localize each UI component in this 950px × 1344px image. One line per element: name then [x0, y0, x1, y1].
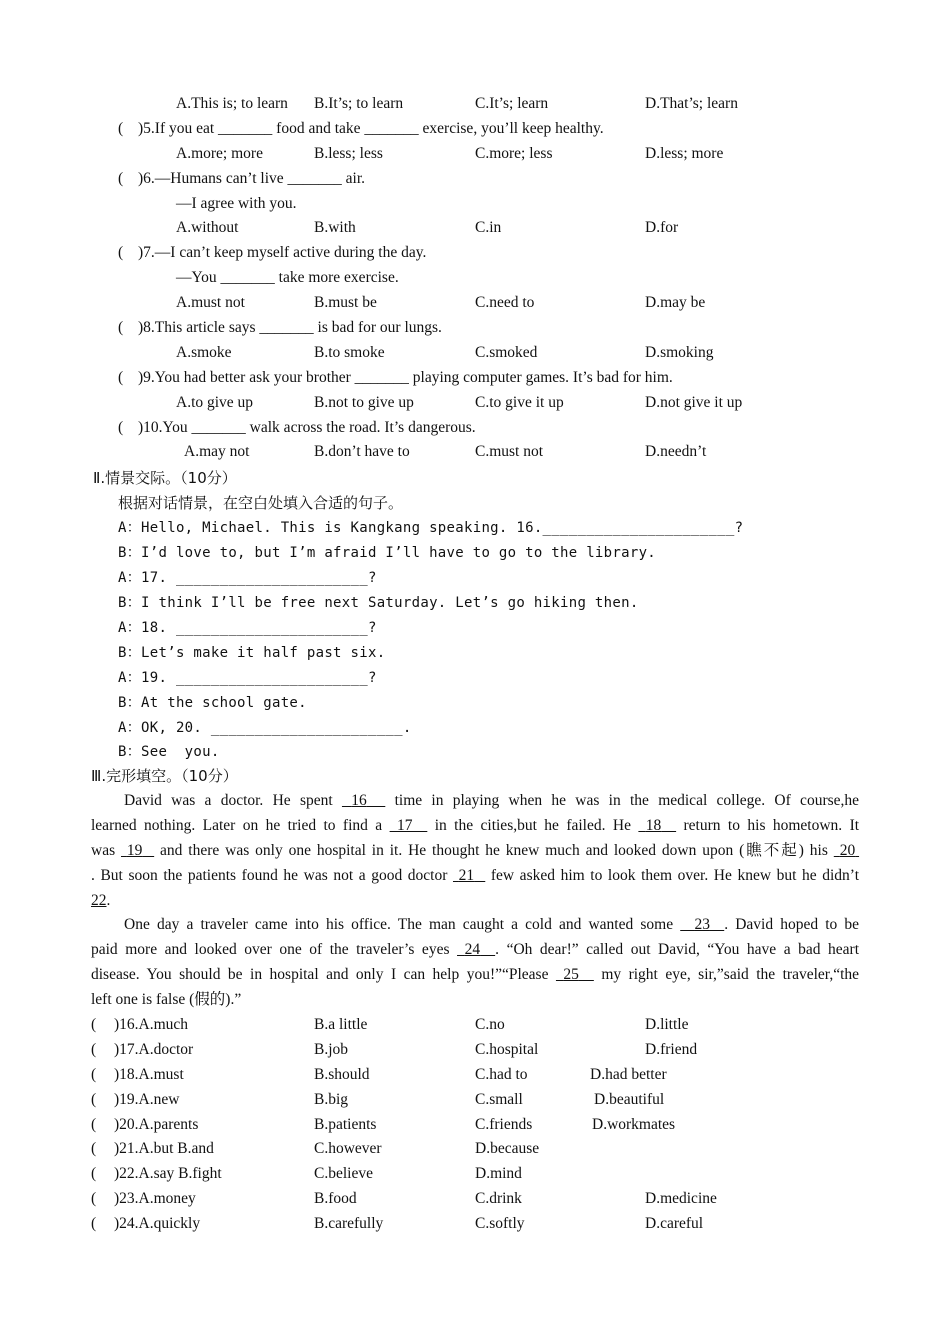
q8-option-c: C.smoked — [475, 344, 538, 361]
cq21-d: D.because — [475, 1140, 540, 1157]
cloze-p2-line-3: disease. You should be in hospital and only I can help you!”“Please 25 my right eye, sir,”said the traveler,“the — [91, 966, 860, 983]
dialog-line-1: A：Hello, Michael. This is Kangkang speaking. 16.______________________? — [118, 520, 744, 536]
dialog-line-4: B：I think I’ll be free next Saturday. Let’s go hiking then. — [118, 595, 639, 611]
q7-option-b: B.must be — [314, 294, 377, 311]
q10-option-a: A.may not — [184, 443, 250, 460]
blank-20: 20 — [839, 842, 856, 859]
q8-option-b: B.to smoke — [314, 344, 385, 361]
cq16-b: B.a little — [314, 1016, 368, 1033]
cq19-paren: ( — [91, 1091, 97, 1108]
q5-stem: )5.If you eat _______ food and take _______ exercise, you’ll keep healthy. — [138, 120, 604, 137]
q7-option-c: C.need to — [475, 294, 535, 311]
q9-option-d: D.not give it up — [645, 394, 743, 411]
q8-option-a: A.smoke — [176, 344, 232, 361]
blank-17: 17 — [397, 817, 413, 834]
cq23-d: D.medicine — [645, 1190, 717, 1207]
cq23-b: B.food — [314, 1190, 357, 1207]
q9-paren: ( — [118, 369, 124, 386]
q4-option-c: C.It’s; learn — [475, 95, 549, 112]
q7-option-a: A.must not — [176, 294, 245, 311]
blank-21: 21 — [458, 867, 475, 884]
cq16-a: )16.A.much — [114, 1016, 189, 1033]
cq24-paren: ( — [91, 1215, 97, 1232]
q8-option-d: D.smoking — [645, 344, 714, 361]
blank-24: 24 — [464, 941, 481, 958]
cloze-p2-line-4: left one is false (假的).” — [91, 991, 242, 1008]
q7-reply: —You _______ take more exercise. — [176, 269, 399, 286]
blank-25: 25 — [563, 966, 579, 983]
cloze-p1-line-2: learned nothing. Later on he tried to find a 17 in the cities,but he failed. He 18 return to his hometown. It — [91, 817, 860, 834]
cq20-b: B.patients — [314, 1116, 377, 1133]
cq18-d: D.had better — [590, 1066, 667, 1083]
q10-option-d: D.needn’t — [645, 443, 707, 460]
q6-option-c: C.in — [475, 219, 502, 236]
cloze-p2-line-2: paid more and looked over one of the traveler’s eyes 24 . “Oh dear!” called out David, “You have a bad heart — [91, 941, 860, 958]
cq20-c: C.friends — [475, 1116, 533, 1133]
cloze-p2-line-1: One day a traveler came into his office. The man caught a cold and wanted some 23 . David hoped to be — [124, 916, 860, 933]
dialog-line-6: B：Let’s make it half past six. — [118, 645, 386, 661]
blank-22: 22 — [91, 892, 107, 909]
q6-reply: —I agree with you. — [176, 195, 297, 212]
cq19-c: C.small — [475, 1091, 523, 1108]
dialog-heading: Ⅱ.情景交际。（10分） — [93, 469, 237, 487]
cq21-paren: ( — [91, 1140, 97, 1157]
cq22-d: D.mind — [475, 1165, 522, 1182]
cq18-c: C.had to — [475, 1066, 528, 1083]
cq17-a: )17.A.doctor — [114, 1041, 194, 1058]
dialog-line-2: B：I’d love to, but I’m afraid I’ll have to go to the library. — [118, 545, 657, 561]
q7-stem: )7.—I can’t keep myself active during the day. — [138, 244, 427, 261]
cloze-p1-line-4: . But soon the patients found he was not a good doctor 21 few asked him to look them over. He knew but he didn’t — [91, 867, 859, 884]
dialog-line-5: A：18. ______________________? — [118, 620, 377, 636]
cq24-d: D.careful — [645, 1215, 704, 1232]
q5-option-d: D.less; more — [645, 145, 724, 162]
cq24-a: )24.A.quickly — [114, 1215, 201, 1232]
q5-option-a: A.more; more — [176, 145, 263, 162]
cq18-paren: ( — [91, 1066, 97, 1083]
cloze-p1-line-1: David was a doctor. He spent 16 time in playing when he was in the medical college. Of course,he — [124, 792, 860, 809]
dialog-line-7: A：19. ______________________? — [118, 670, 377, 686]
blank-23: 23 — [694, 916, 710, 933]
cq24-b: B.carefully — [314, 1215, 384, 1232]
q9-stem: )9.You had better ask your brother _______ playing computer games. It’s bad for him. — [138, 369, 673, 386]
cq20-a: )20.A.parents — [114, 1116, 199, 1133]
cq16-paren: ( — [91, 1016, 97, 1033]
cq16-d: D.little — [645, 1016, 689, 1033]
cq23-a: )23.A.money — [114, 1190, 196, 1207]
cq20-paren: ( — [91, 1116, 97, 1133]
cq21-c: C.however — [314, 1140, 382, 1157]
cq18-b: B.should — [314, 1066, 370, 1083]
dialog-line-9: A：OK, 20. ______________________. — [118, 720, 412, 736]
cq16-c: C.no — [475, 1016, 505, 1033]
q5-option-b: B.less; less — [314, 145, 383, 162]
q9-option-b: B.not to give up — [314, 394, 414, 411]
dialog-line-8: B：At the school gate. — [118, 695, 307, 711]
cq22-paren: ( — [91, 1165, 97, 1182]
cq19-d: D.beautiful — [594, 1091, 665, 1108]
q9-option-c: C.to give it up — [475, 394, 564, 411]
cq20-d: D.workmates — [592, 1116, 676, 1133]
q8-stem: )8.This article says _______ is bad for our lungs. — [138, 319, 442, 336]
cq21-ab: )21.A.but B.and — [114, 1140, 214, 1157]
q10-option-b: B.don’t have to — [314, 443, 410, 460]
cloze-p1-line-5: 22. — [91, 892, 111, 909]
q10-stem: )10.You _______ walk across the road. It’s dangerous. — [138, 419, 476, 436]
cq22-c: C.believe — [314, 1165, 373, 1182]
cq17-paren: ( — [91, 1041, 97, 1058]
cq19-a: )19.A.new — [114, 1091, 180, 1108]
blank-19: 19 — [126, 842, 143, 859]
q4-option-a: A.This is; to learn — [176, 95, 288, 112]
q5-paren: ( — [118, 120, 124, 137]
q4-option-d: D.That’s; learn — [645, 95, 738, 112]
q6-paren: ( — [118, 170, 124, 187]
blank-18: 18 — [645, 817, 662, 834]
cq19-b: B.big — [314, 1091, 349, 1108]
dialog-line-10: B：See you. — [118, 744, 220, 760]
q9-option-a: A.to give up — [176, 394, 254, 411]
q5-option-c: C.more; less — [475, 145, 553, 162]
dialog-line-3: A：17. ______________________? — [118, 570, 377, 586]
q6-stem: )6.—Humans can’t live _______ air. — [138, 170, 366, 187]
q10-paren: ( — [118, 419, 124, 436]
cq22-ab: )22.A.say B.fight — [114, 1165, 222, 1182]
blank-16: 16 — [351, 792, 367, 809]
q10-option-c: C.must not — [475, 443, 544, 460]
cq17-b: B.job — [314, 1041, 349, 1058]
q6-option-a: A.without — [176, 219, 239, 236]
q6-option-b: B.with — [314, 219, 356, 236]
cq23-paren: ( — [91, 1190, 97, 1207]
q8-paren: ( — [118, 319, 124, 336]
cq18-a: )18.A.must — [114, 1066, 184, 1083]
q4-option-b: B.It’s; to learn — [314, 95, 404, 112]
cloze-heading: Ⅲ.完形填空。（10分） — [91, 767, 238, 785]
cq17-c: C.hospital — [475, 1041, 539, 1058]
dialog-instruction: 根据对话情景，在空白处填入合适的句子。 — [118, 494, 404, 512]
q7-paren: ( — [118, 244, 124, 261]
cq23-c: C.drink — [475, 1190, 522, 1207]
cq24-c: C.softly — [475, 1215, 525, 1232]
cloze-p1-line-3: was 19 and there was only one hospital in it. He thought he knew much and looked down upon (瞧不起) his 20 — [91, 841, 859, 861]
q7-option-d: D.may be — [645, 294, 706, 311]
q6-option-d: D.for — [645, 219, 679, 236]
cq17-d: D.friend — [645, 1041, 698, 1058]
